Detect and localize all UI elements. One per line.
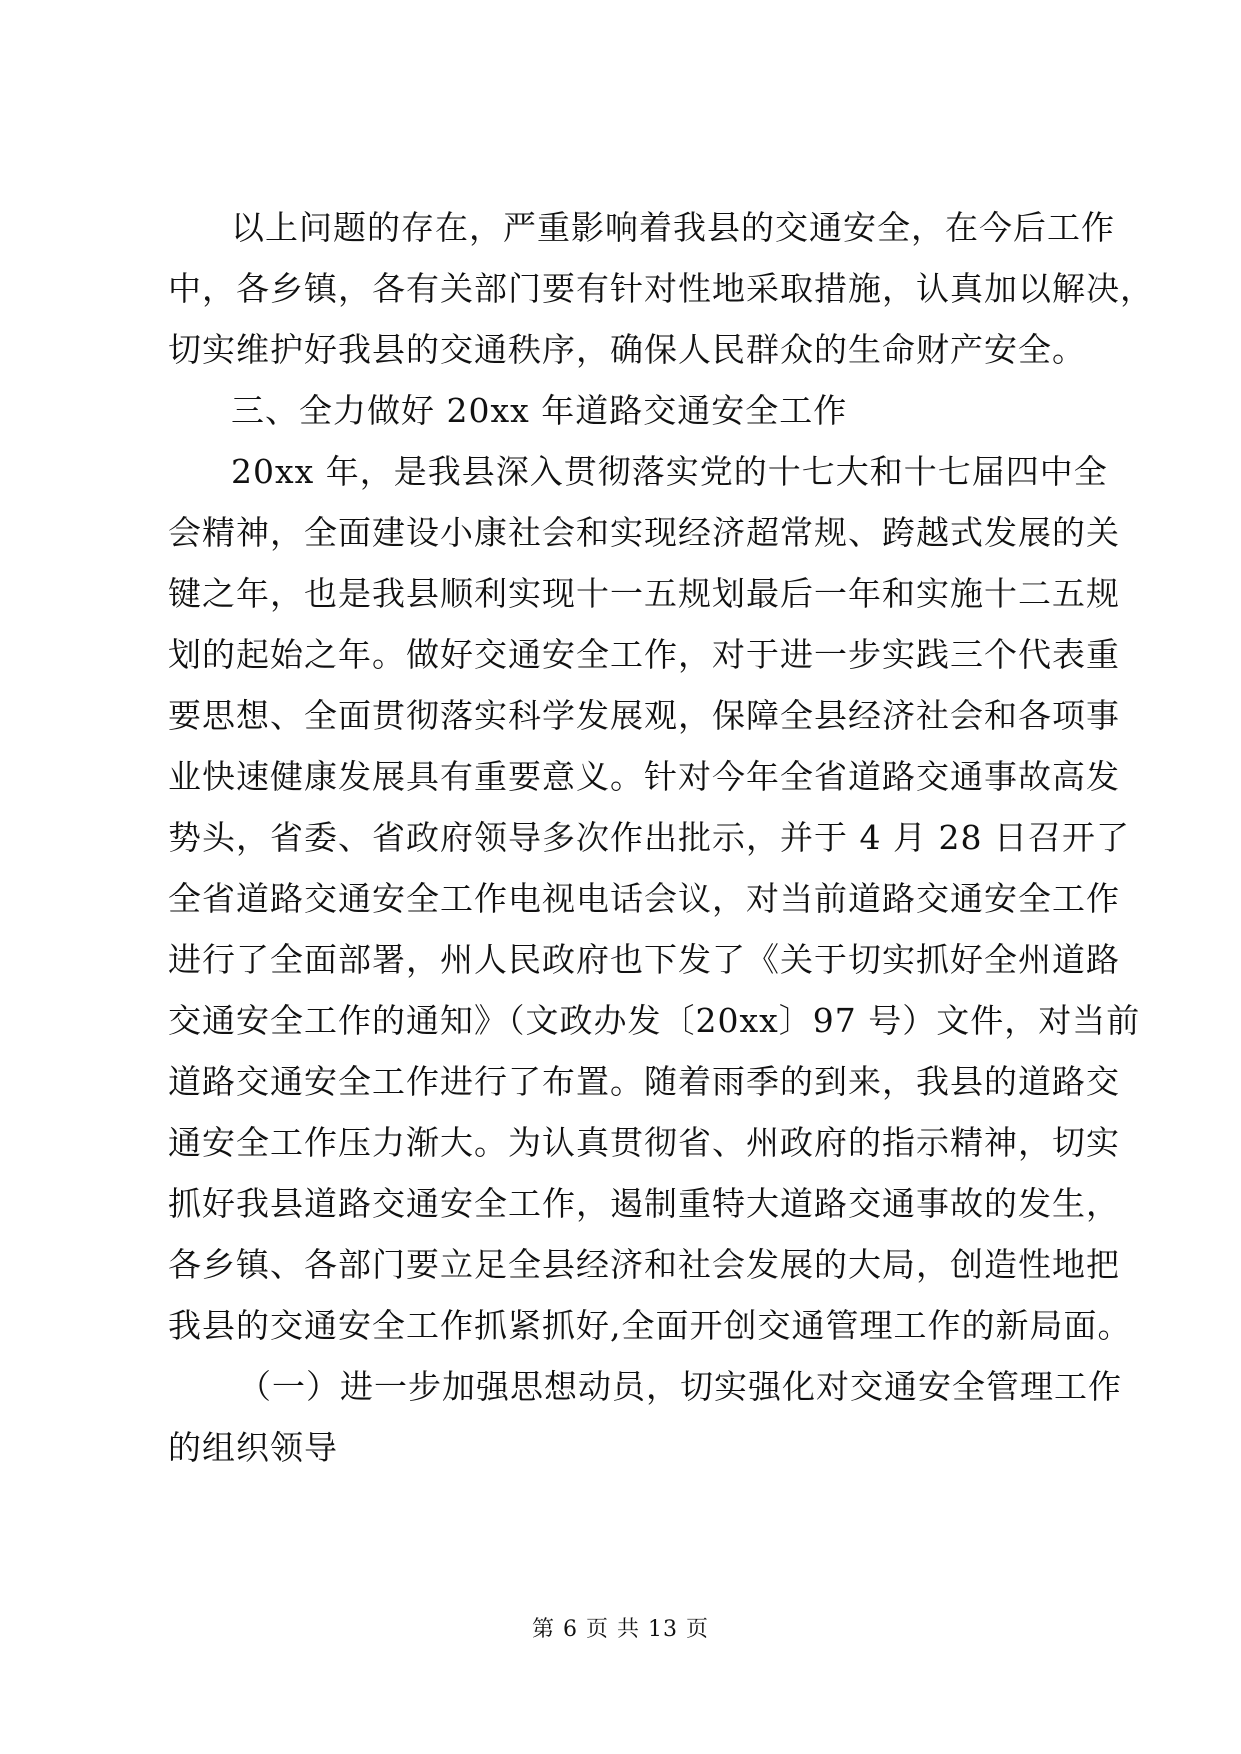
paragraph-work-overview — [168, 441, 1141, 1356]
page-number-footer: 第 6 页 共 13 页 — [532, 1617, 709, 1642]
subsection-heading-line: （一）进一步加强思想动员，切实强化对交通安全管理工作 — [238, 1367, 1122, 1406]
subsection-heading-line: 的组织领导 — [168, 1428, 338, 1467]
paragraph-problems-summary — [168, 197, 1154, 380]
paragraph-line: 划的起始之年。做好交通安全工作，对于进一步实践三个代表重 — [168, 635, 1120, 674]
paragraph-line: 通安全工作压力渐大。为认真贯彻省、州政府的指示精神，切实 — [168, 1123, 1120, 1162]
section-heading-text: 三、全力做好 20xx 年道路交通安全工作 — [231, 391, 848, 430]
paragraph-line: 各乡镇、各部门要立足全县经济和社会发展的大局，创造性地把 — [168, 1245, 1120, 1284]
paragraph-line: 势头，省委、省政府领导多次作出批示，并于 4 月 28 日召开了 — [168, 818, 1130, 857]
paragraph-line: 要思想、全面贯彻落实科学发展观，保障全县经济社会和各项事 — [168, 696, 1120, 735]
paragraph-line: 业快速健康发展具有重要意义。针对今年全省道路交通事故高发 — [168, 757, 1120, 796]
section-heading-three — [168, 380, 1088, 441]
subsection-heading-one — [168, 1356, 1122, 1478]
paragraph-line: 键之年，也是我县顺利实现十一五规划最后一年和实施十二五规 — [168, 574, 1120, 613]
paragraph-line: 以上问题的存在，严重影响着我县的交通安全，在今后工作 — [231, 208, 1115, 247]
paragraph-line: 道路交通安全工作进行了布置。随着雨季的到来，我县的道路交 — [168, 1062, 1120, 1101]
paragraph-line: 我县的交通安全工作抓紧抓好,全面开创交通管理工作的新局面。 — [168, 1306, 1132, 1345]
paragraph-line: 中，各乡镇，各有关部门要有针对性地采取措施，认真加以解决， — [168, 269, 1154, 308]
paragraph-line: 交通安全工作的通知》（文政办发〔20xx〕97 号）文件，对当前 — [168, 1001, 1141, 1040]
paragraph-line: 抓好我县道路交通安全工作，遏制重特大道路交通事故的发生， — [168, 1184, 1120, 1223]
paragraph-line: 全省道路交通安全工作电视电话会议，对当前道路交通安全工作 — [168, 879, 1120, 918]
paragraph-line: 20xx 年，是我县深入贯彻落实党的十七大和十七届四中全 — [231, 452, 1108, 491]
paragraph-line: 切实维护好我县的交通秩序，确保人民群众的生命财产安全。 — [168, 330, 1086, 369]
paragraph-line: 会精神，全面建设小康社会和实现经济超常规、跨越式发展的关 — [168, 513, 1120, 552]
paragraph-line: 进行了全面部署，州人民政府也下发了《关于切实抓好全州道路 — [168, 940, 1120, 979]
